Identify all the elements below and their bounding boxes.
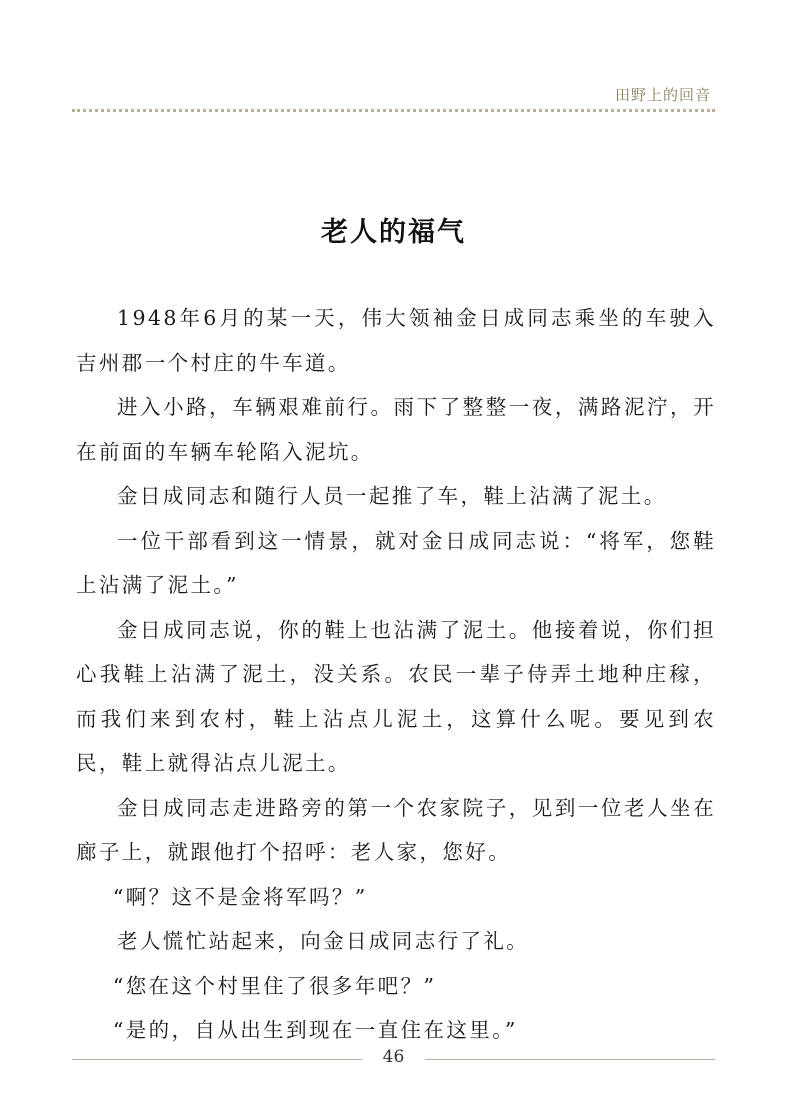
page-number: 46	[382, 1047, 405, 1067]
paragraph: 金日成同志说，你的鞋上也沾满了泥土。他接着说，你们担心我鞋上沾满了泥土，没关系。农民一辈子侍弄土地种庄稼，而我们来到农村，鞋上沾点儿泥土，这算什么呢。要见到农民，鞋上就得沾点儿泥土。	[76, 617, 716, 775]
footer-rule-right	[425, 1059, 715, 1060]
paragraph: 一位干部看到这一情景，就对金日成同志说：“将军，您鞋上沾满了泥土。”	[76, 528, 716, 597]
paragraph: 老人慌忙站起来，向金日成同志行了礼。	[117, 929, 530, 953]
article-title: 老人的福气	[321, 217, 466, 248]
paragraph: 金日成同志走进路旁的第一个农家院子，见到一位老人坐在廊子上，就跟他打个招呼：老人家，您好。	[76, 795, 716, 864]
page-footer	[72, 1047, 715, 1071]
paragraph: 金日成同志和随行人员一起推了车，鞋上沾满了泥土。	[117, 484, 667, 508]
article-body	[76, 296, 716, 1053]
paragraph: “您在这个村里住了很多年吧？”	[112, 973, 437, 998]
paragraph: 1948年6月的某一天，伟大领袖金日成同志乘坐的车驶入吉州郡一个村庄的牛车道。	[76, 306, 716, 375]
paragraph: “啊？这不是金将军吗？”	[112, 884, 368, 909]
header-dotted-rule	[72, 109, 715, 112]
running-header-title: 田野上的回音	[614, 86, 711, 104]
paragraph: 进入小路，车辆艰难前行。雨下了整整一夜，满路泥泞，开在前面的车辆车轮陷入泥坑。	[76, 395, 716, 464]
paragraph: “是的，自从出生到现在一直住在这里。”	[112, 1018, 518, 1042]
